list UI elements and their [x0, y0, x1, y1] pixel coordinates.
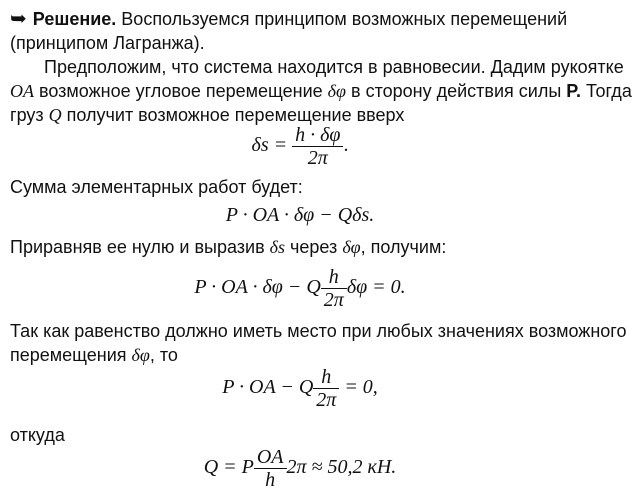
text-line1: Воспользуемся принципом возможных перемещений	[116, 9, 568, 29]
var-q: Q	[48, 105, 62, 125]
equation-2: P · OA · δφ − Qδs.	[225, 204, 375, 226]
text: груз	[10, 105, 49, 125]
text: , то	[149, 345, 178, 365]
eq4-denominator: 2π	[316, 389, 337, 411]
equation-4	[0, 366, 600, 411]
eq4-lhs: P · OA − Q	[222, 376, 314, 399]
text: Тогда	[580, 81, 632, 101]
text: , получим:	[360, 237, 447, 257]
text: через	[285, 237, 343, 257]
var-p: P.	[566, 81, 581, 101]
paragraph-2-line-1: Предположим, что система находится в равновесии. Дадим рукоятке	[44, 57, 624, 77]
paragraph-2-line-3	[10, 104, 404, 126]
eq5-denominator: h	[265, 469, 276, 491]
text: получит возможное перемещение вверх	[61, 105, 405, 125]
eq3-rhs: δφ = 0.	[346, 276, 406, 299]
equation-5	[0, 446, 600, 491]
text: возможное угловое перемещение	[34, 81, 328, 101]
paragraph-5-line-1: Так как равенство должно иметь место при любых значениях возможного	[10, 321, 627, 341]
eq3-lhs: P · OA · δφ − Q	[194, 276, 321, 299]
paragraph-3: Сумма элементарных работ будет:	[10, 177, 303, 197]
eq3-denominator: 2π	[323, 289, 344, 311]
solution-heading: Решение.	[32, 9, 117, 29]
var-ds: δs	[269, 237, 286, 257]
var-dphi: δφ	[327, 81, 346, 101]
paragraph-4	[10, 236, 446, 258]
paragraph-5-line-2	[10, 344, 178, 366]
eq1-fraction	[292, 124, 343, 169]
text: Приравняв ее нулю и выразив	[10, 237, 270, 257]
eq5-numerator: OA	[254, 446, 287, 469]
eq1-end: .	[343, 134, 349, 157]
eq3-numerator: h	[321, 266, 347, 289]
eq4-numerator: h	[313, 366, 339, 389]
equation-3	[0, 266, 600, 311]
eq1-denominator: 2π	[307, 147, 328, 169]
eq5-rhs: 2π ≈ 50,2 кН.	[286, 456, 397, 479]
eq3-fraction	[321, 266, 347, 311]
paragraph-6: откуда	[10, 425, 65, 445]
solution-line-1	[10, 8, 567, 30]
var-dphi: δφ	[342, 237, 361, 257]
var-oa: OA	[10, 81, 34, 101]
var-dphi: δφ	[131, 345, 150, 365]
eq5-fraction	[254, 446, 287, 491]
text: в сторону действия силы	[346, 81, 567, 101]
eq5-lhs: Q = P	[203, 456, 254, 479]
paragraph-2-line-2	[10, 80, 632, 102]
arrow-icon: ➥	[10, 8, 27, 30]
equation-1	[0, 124, 600, 169]
text: перемещения	[10, 345, 132, 365]
eq4-rhs: = 0,	[339, 376, 378, 399]
text-line2: (принципом Лагранжа).	[10, 33, 205, 53]
eq1-numerator: h · δφ	[292, 124, 343, 147]
eq1-lhs: δs =	[251, 134, 288, 157]
eq4-fraction	[313, 366, 339, 411]
